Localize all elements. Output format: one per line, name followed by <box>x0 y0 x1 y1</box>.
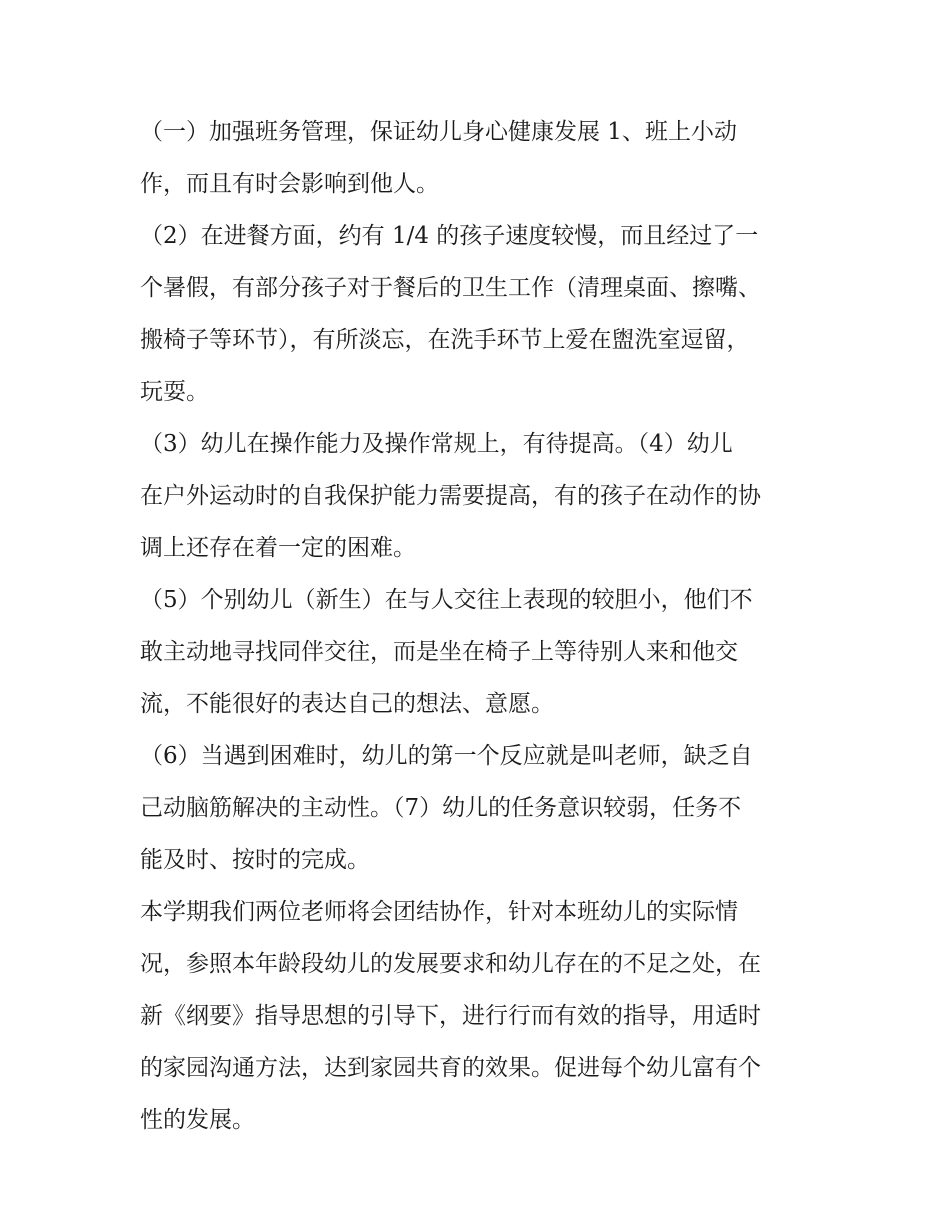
text-line: 敢主动地寻找同伴交往，而是坐在椅子上等待别人来和他交 <box>140 639 738 665</box>
text-line: 流，不能很好的表达自己的想法、意愿。 <box>140 691 554 717</box>
paragraph-social-interaction <box>140 574 820 730</box>
text-line: （6）当遇到困难时，幼儿的第一个反应就是叫老师，缺乏自 <box>140 743 753 769</box>
text-line: 况，参照本年龄段幼儿的发展要求和幼儿存在的不足之处，在 <box>140 951 761 977</box>
text-line: 调上还存在着一定的困难。 <box>140 535 416 561</box>
paragraph-operation-ability <box>140 418 820 574</box>
document-body <box>140 106 820 1146</box>
text-line: 己动脑筋解决的主动性。（7）幼儿的任务意识较弱，任务不 <box>140 795 742 821</box>
text-line: （2）在进餐方面，约有 1/4 的孩子速度较慢，而且经过了一 <box>140 223 759 249</box>
text-line: 性的发展。 <box>140 1107 255 1133</box>
text-line: 新《纲要》指导思想的引导下，进行行而有效的指导，用适时 <box>140 1003 761 1029</box>
text-line: 作，而且有时会影响到他人。 <box>140 171 439 197</box>
text-line: 玩耍。 <box>140 379 209 405</box>
text-line: （3）幼儿在操作能力及操作常规上，有待提高。（4）幼儿 <box>140 431 733 457</box>
paragraph-dining <box>140 210 820 418</box>
text-line: 的家园沟通方法，达到家园共育的效果。促进每个幼儿富有个 <box>140 1055 761 1081</box>
text-line: （一）加强班务管理，保证幼儿身心健康发展 1、班上小动 <box>140 119 737 145</box>
text-line: 本学期我们两位老师将会团结协作，针对本班幼儿的实际情 <box>140 899 738 925</box>
paragraph-problem-solving <box>140 730 820 886</box>
text-line: （5）个别幼儿（新生）在与人交往上表现的较胆小，他们不 <box>140 587 753 613</box>
text-line: 搬椅子等环节），有所淡忘，在洗手环节上爱在盥洗室逗留， <box>140 327 750 353</box>
paragraph-class-management <box>140 106 820 210</box>
text-line: 在户外运动时的自我保护能力需要提高，有的孩子在动作的协 <box>140 483 761 509</box>
paragraph-semester-plan <box>140 886 820 1146</box>
text-line: 个暑假，有部分孩子对于餐后的卫生工作（清理桌面、擦嘴、 <box>140 275 761 301</box>
text-line: 能及时、按时的完成。 <box>140 847 370 873</box>
